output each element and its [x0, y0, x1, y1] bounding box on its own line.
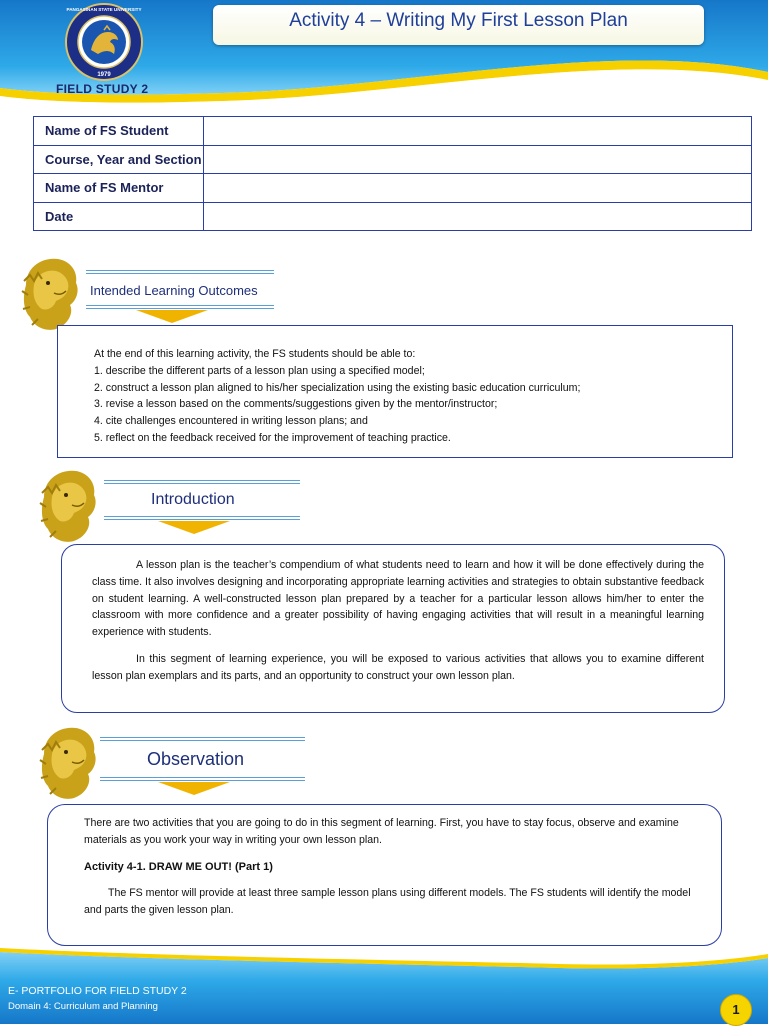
observation-paragraph: The FS mentor will provide at least three sample lesson plans using different models. The FS students will identify the model and parts the given lesson plan.	[84, 887, 691, 917]
introduction-paragraph: In this segment of learning experience, you will be exposed to various activities that allows you to examine different lesson plan exemplars and its parts, and an opportunity to construct your own lesson plan.	[92, 652, 704, 682]
date-field[interactable]	[204, 202, 752, 231]
ilo-item: 5. reflect on the feedback received for the improvement of teaching practice.	[94, 431, 451, 444]
ilo-content	[94, 346, 714, 447]
table-row	[34, 202, 752, 231]
fs-mentor-name-field[interactable]	[204, 174, 752, 203]
section-arrow	[158, 521, 230, 534]
section-rule	[104, 480, 300, 484]
fs-student-name-field[interactable]	[204, 117, 752, 146]
title-banner	[213, 5, 704, 45]
page-title: Activity 4 – Writing My First Lesson Plan	[289, 10, 628, 31]
introduction-heading: Introduction	[151, 491, 235, 508]
table-row	[34, 174, 752, 203]
observation-box	[47, 804, 722, 946]
introduction-content	[92, 557, 704, 685]
lion-head-icon	[20, 255, 80, 333]
observation-content	[84, 815, 694, 919]
section-rule	[100, 737, 305, 741]
observation-paragraph: There are two activities that you are going to do in this segment of learning. First, you have to stay focus, observe and examine materials as you work your way in writing your own lesson plan.	[84, 817, 679, 846]
row-label: Name of FS Student	[34, 117, 204, 146]
activity-title: Activity 4-1. DRAW ME OUT! (Part 1)	[84, 860, 273, 873]
introduction-box	[61, 544, 725, 713]
lion-head-icon	[38, 467, 98, 545]
student-info-table	[33, 116, 752, 231]
ilo-item: 1. describe the different parts of a lesson plan using a specified model;	[94, 364, 425, 377]
lion-head-icon	[38, 724, 98, 802]
ilo-item: 4. cite challenges encountered in writing lesson plans; and	[94, 415, 368, 428]
field-study-label: FIELD STUDY 2	[56, 82, 149, 96]
course-year-section-field[interactable]	[204, 145, 752, 174]
footer-domain: Domain 4: Curriculum and Planning	[8, 1001, 158, 1012]
ilo-heading: Intended Learning Outcomes	[90, 283, 258, 298]
section-rule	[86, 270, 274, 274]
ilo-item: 3. revise a lesson based on the comments/suggestions given by the mentor/instructor;	[94, 398, 498, 411]
svg-text:1979: 1979	[97, 72, 111, 78]
ilo-box	[57, 325, 733, 458]
row-label: Name of FS Mentor	[34, 174, 204, 203]
section-arrow	[136, 310, 208, 323]
row-label: Course, Year and Section	[34, 145, 204, 174]
ilo-intro: At the end of this learning activity, the FS students should be able to:	[94, 348, 416, 360]
svg-text:PANGASINAN STATE UNIVERSITY: PANGASINAN STATE UNIVERSITY	[66, 7, 142, 12]
row-label: Date	[34, 202, 204, 231]
ilo-item: 2. construct a lesson plan aligned to his/her specialization using the existing basic education curriculum;	[94, 381, 581, 394]
footer-portfolio-title: E- PORTFOLIO FOR FIELD STUDY 2	[8, 985, 187, 997]
section-rule	[100, 777, 305, 781]
observation-heading: Observation	[147, 749, 245, 769]
page-number-badge: 1	[720, 994, 752, 1026]
table-row	[34, 117, 752, 146]
section-arrow	[158, 782, 230, 795]
section-rule	[86, 305, 274, 309]
table-row	[34, 145, 752, 174]
introduction-paragraph: A lesson plan is the teacher’s compendium of what students need to learn and how it will be done effectively during the class time. It also involves designing and incorporating appropriate learning activities and strategies to obtain substantive feedback on student learning. A well-constructed lesson plan prepared by a teacher for a particular lesson allows him/her to enter the classroom with more confidence and a greater possibility of having engaging activities that will result in a meaningful learning experience with students.	[92, 559, 704, 639]
section-rule	[104, 516, 300, 520]
university-seal-logo	[64, 2, 144, 82]
